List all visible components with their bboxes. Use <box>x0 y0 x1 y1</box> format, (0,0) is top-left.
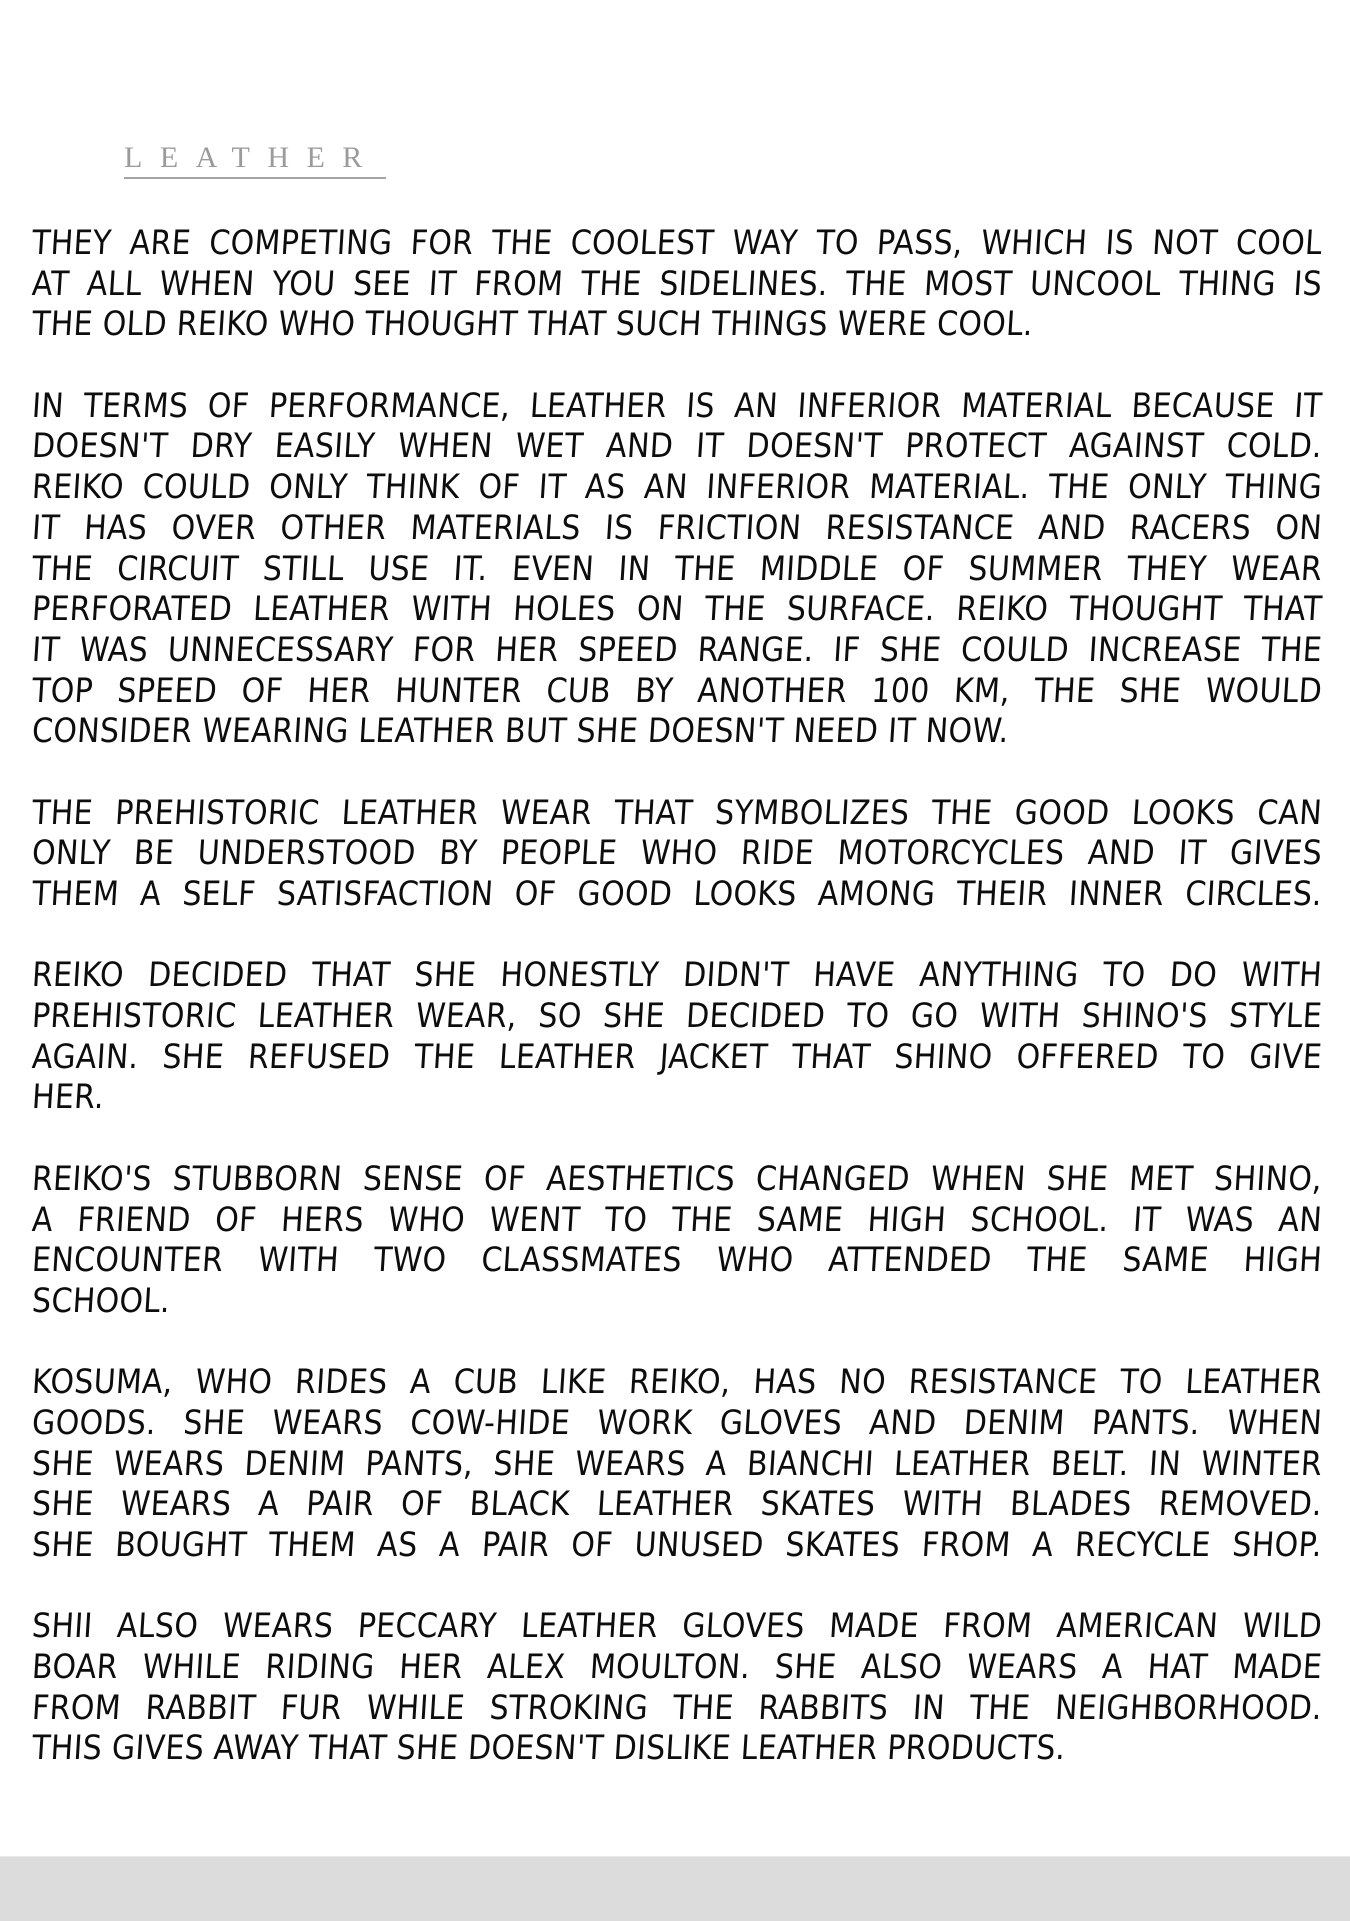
text-line: DOESN'T DRY EASILY WHEN WET AND IT DOESN'T PROTECT AGAINST COLD. <box>30 427 1324 467</box>
text-line: HER. <box>30 1078 106 1118</box>
text-line: ENCOUNTER WITH TWO CLASSMATES WHO ATTENDED THE SAME HIGH <box>30 1240 1324 1281</box>
footer-band <box>0 1856 1350 1921</box>
text-line: IT HAS OVER OTHER MATERIALS IS FRICTION RESISTANCE AND RACERS ON <box>30 508 1324 548</box>
text-line: IN TERMS OF PERFORMANCE, LEATHER IS AN INFERIOR MATERIAL BECAUSE IT <box>30 386 1324 426</box>
text-line: GOODS. SHE WEARS COW-HIDE WORK GLOVES AND DENIM PANTS. WHEN <box>30 1403 1324 1443</box>
text-line: AT ALL WHEN YOU SEE IT FROM THE SIDELINES. THE MOST UNCOOL THING IS <box>30 264 1324 304</box>
text-line: SCHOOL. <box>30 1281 172 1321</box>
text-line: THIS GIVES AWAY THAT SHE DOESN'T DISLIKE LEATHER PRODUCTS. <box>30 1729 1067 1769</box>
paragraph <box>32 387 1322 753</box>
paragraph <box>32 224 1322 346</box>
text-line: REIKO'S STUBBORN SENSE OF AESTHETICS CHANGED WHEN SHE MET SHINO, <box>30 1159 1324 1199</box>
text-line: AGAIN. SHE REFUSED THE LEATHER JACKET THAT SHINO OFFERED TO GIVE <box>30 1037 1324 1077</box>
paragraph <box>32 1363 1322 1566</box>
text-line: KOSUMA, WHO RIDES A CUB LIKE REIKO, HAS NO RESISTANCE TO LEATHER <box>30 1363 1324 1403</box>
text-line: SHE WEARS A PAIR OF BLACK LEATHER SKATES WITH BLADES REMOVED. <box>30 1485 1324 1525</box>
text-line: IT WAS UNNECESSARY FOR HER SPEED RANGE. IF SHE COULD INCREASE THE <box>30 630 1324 670</box>
text-line: THE CIRCUIT STILL USE IT. EVEN IN THE MIDDLE OF SUMMER THEY WEAR <box>30 549 1324 589</box>
chapter-heading <box>124 140 386 179</box>
text-line: PERFORATED LEATHER WITH HOLES ON THE SURFACE. REIKO THOUGHT THAT <box>30 589 1324 630</box>
title-underline <box>124 177 386 179</box>
text-line: THE OLD REIKO WHO THOUGHT THAT SUCH THINGS WERE COOL. <box>30 305 1035 345</box>
text-line: SHE WEARS DENIM PANTS, SHE WEARS A BIANCHI LEATHER BELT. IN WINTER <box>30 1444 1324 1484</box>
paragraph <box>32 1607 1322 1770</box>
text-line: CONSIDER WEARING LEATHER BUT SHE DOESN'T NEED IT NOW. <box>30 712 1010 752</box>
paragraph <box>32 1160 1322 1323</box>
body-text <box>32 224 1322 1811</box>
paragraph <box>32 794 1322 916</box>
text-line: PREHISTORIC LEATHER WEAR, SO SHE DECIDED TO GO WITH SHINO'S STYLE <box>30 996 1324 1037</box>
chapter-title: LEATHER <box>124 141 380 174</box>
text-line: SHE BOUGHT THEM AS A PAIR OF UNUSED SKATES FROM A RECYCLE SHOP. <box>30 1525 1324 1565</box>
text-line: REIKO COULD ONLY THINK OF IT AS AN INFERIOR MATERIAL. THE ONLY THING <box>30 467 1324 508</box>
paragraph <box>32 956 1322 1119</box>
text-line: TOP SPEED OF HER HUNTER CUB BY ANOTHER 100 KM, THE SHE WOULD <box>30 671 1324 711</box>
text-line: BOAR WHILE RIDING HER ALEX MOULTON. SHE ALSO WEARS A HAT MADE <box>30 1647 1324 1688</box>
text-line: THEY ARE COMPETING FOR THE COOLEST WAY TO PASS, WHICH IS NOT COOL <box>30 223 1324 263</box>
text-line: THE PREHISTORIC LEATHER WEAR THAT SYMBOLIZES THE GOOD LOOKS CAN <box>30 793 1324 833</box>
text-line: REIKO DECIDED THAT SHE HONESTLY DIDN'T HAVE ANYTHING TO DO WITH <box>30 956 1324 996</box>
text-line: THEM A SELF SATISFACTION OF GOOD LOOKS AMONG THEIR INNER CIRCLES. <box>30 874 1324 914</box>
text-line: ONLY BE UNDERSTOOD BY PEOPLE WHO RIDE MOTORCYCLES AND IT GIVES <box>30 834 1324 874</box>
text-line: FROM RABBIT FUR WHILE STROKING THE RABBITS IN THE NEIGHBORHOOD. <box>30 1688 1324 1728</box>
text-line: SHII ALSO WEARS PECCARY LEATHER GLOVES MADE FROM AMERICAN WILD <box>30 1607 1324 1647</box>
text-line: A FRIEND OF HERS WHO WENT TO THE SAME HIGH SCHOOL. IT WAS AN <box>30 1200 1324 1240</box>
